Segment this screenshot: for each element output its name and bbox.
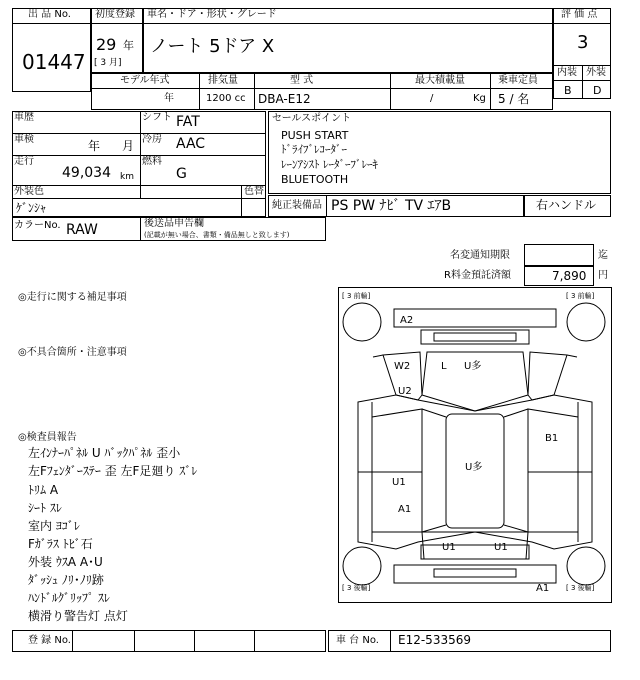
- inspector-item: ﾀﾞｯｼｭ ﾉﾘ･ﾉﾘ跡: [28, 573, 104, 587]
- rear-bumper: [394, 565, 556, 583]
- sales-point-item: ﾄﾞﾗｲﾌﾞﾚｺｰﾀﾞｰ: [281, 143, 347, 156]
- max-load-label: 最大積載量: [415, 75, 465, 86]
- name-change-label: 名変通知期限: [450, 250, 510, 261]
- chassis-no-label: 車 台 No.: [336, 635, 379, 646]
- equipment-value: PS PW ﾅﾋﾞ TV ｴｱB: [331, 198, 452, 214]
- mark-a1-bottom: A1: [536, 583, 550, 594]
- capacity-label: 乗車定員: [498, 75, 538, 86]
- fuel-value: G: [176, 166, 187, 182]
- mark-u2: U2: [398, 386, 412, 397]
- wheel-label-bl: [ 3 後輪]: [342, 584, 371, 592]
- inspection-label: 車検: [14, 134, 34, 145]
- wheel-label-tl: [ 3 前輪]: [342, 292, 371, 300]
- aircon-label: 冷房: [142, 134, 162, 145]
- mileage-value: 49,034: [62, 165, 111, 181]
- handle-value: 右ハンドル: [536, 198, 597, 212]
- displacement-label: 排気量: [208, 75, 238, 86]
- mark-u1-bottom-right: U1: [494, 542, 508, 553]
- inspector-item: ｼｰﾄ ｽﾚ: [28, 501, 62, 515]
- inspector-item: 横滑り警告灯 点灯: [28, 609, 128, 623]
- mark-w2: W2: [394, 361, 411, 372]
- model-year-unit: 年: [164, 93, 174, 104]
- color-value: ｹﾞﾝｼｬ: [16, 201, 47, 215]
- wheel-label-br: [ 3 後輪]: [566, 584, 595, 592]
- mileage-unit: km: [120, 172, 134, 182]
- inspector-item: 左ｲﾝﾅｰﾊﾟﾈﾙ U ﾊﾞｯｸﾊﾟﾈﾙ 歪小: [28, 446, 181, 460]
- history-label: 車歴: [14, 112, 34, 123]
- first-reg-year-unit: 年: [123, 39, 134, 52]
- wheel-rear-left: [343, 547, 381, 585]
- type-label: 型 式: [290, 75, 314, 86]
- lot-number: 01447: [22, 50, 86, 74]
- recycle-unit: 円: [598, 270, 608, 281]
- wheel-rear-right: [567, 547, 605, 585]
- mark-a2: A2: [400, 315, 414, 326]
- inspector-item: 室内 ﾖｺﾞﾚ: [28, 519, 80, 533]
- front-bumper: [394, 309, 556, 327]
- shift-value: FAT: [176, 114, 200, 130]
- inspector-title: ◎検査員報告: [18, 432, 77, 443]
- driving-notes-title: ◎走行に関する補足事項: [18, 292, 127, 303]
- wheel-front-left: [343, 303, 381, 341]
- car-name: ノート 5ドア X: [150, 36, 275, 57]
- first-reg-month: [ 3 月]: [94, 58, 122, 68]
- name-change-unit: 迄: [598, 250, 608, 261]
- mark-u1-bottom-left: U1: [442, 542, 456, 553]
- mark-u1-left: U1: [392, 477, 406, 488]
- sales-points-title: セールスポイント: [272, 113, 352, 124]
- fuel-label: 燃料: [142, 156, 162, 167]
- max-load-unit: Kg: [473, 93, 486, 104]
- mark-b1: B1: [545, 433, 559, 444]
- color-no-label: カラーNo.: [14, 220, 61, 231]
- grade-label: 評 価 点: [561, 9, 598, 20]
- mark-u-many-top: U多: [464, 361, 482, 372]
- inspector-item: ﾊﾝﾄﾞﾙｸﾞﾘｯﾌﾟ ｽﾚ: [28, 591, 110, 605]
- grade-value: 3: [577, 32, 589, 53]
- lot-label: 出 品 No.: [28, 9, 71, 20]
- exterior-value: D: [593, 84, 602, 97]
- doc-note: (記載が無い場合、書類・備品無しと致します): [144, 231, 290, 239]
- color-change-label: 色替: [244, 186, 264, 197]
- first-reg-year: 29: [96, 35, 117, 54]
- name-change-box: [524, 244, 594, 266]
- wheel-front-right: [567, 303, 605, 341]
- color-label: 外装色: [14, 186, 44, 197]
- sales-point-item: ﾚｰﾝｱｼｽﾄ ﾚｰﾀﾞｰﾌﾞﾚｰｷ: [281, 158, 378, 171]
- color-box: [12, 185, 266, 217]
- inspection-year: 年: [88, 139, 101, 153]
- car-damage-diagram: [338, 287, 612, 603]
- defects-title: ◎不具合箇所・注意事項: [18, 347, 127, 358]
- wheel-label-tr: [ 3 前輪]: [566, 292, 595, 300]
- mileage-label: 走行: [14, 156, 34, 167]
- recycle-value: 7,890: [552, 269, 587, 283]
- mark-a1-left: A1: [398, 504, 412, 515]
- inspector-item: 左Fﾌｪﾝﾀﾞｰｽﾃｰ 歪 左F足廻り ｽﾞﾚ: [28, 464, 198, 478]
- sales-point-item: BLUETOOTH: [281, 173, 349, 186]
- doc-label: 後送品申告欄: [144, 218, 204, 229]
- equipment-label: 純正装備品: [272, 200, 322, 211]
- exterior-label: 外装: [586, 67, 606, 78]
- inspector-item: Fｶﾞﾗｽ ﾄﾋﾞ石: [28, 537, 93, 551]
- first-reg-label: 初度登録: [95, 9, 135, 20]
- aircon-value: AAC: [176, 136, 206, 152]
- interior-value: B: [564, 84, 572, 97]
- inspector-item: 外装 ｳｽA A･U: [28, 555, 103, 569]
- model-year-label: モデル年式: [120, 75, 170, 86]
- color-no-value: RAW: [66, 222, 98, 238]
- mark-u-many-mid: U多: [465, 462, 483, 473]
- sales-point-item: PUSH START: [281, 129, 349, 142]
- chassis-no-value: E12-533569: [398, 633, 471, 647]
- recycle-label: R料金預託済額: [444, 270, 511, 281]
- type-value: DBA-E12: [258, 92, 311, 106]
- inspector-item: ﾄﾘﾑ A: [28, 483, 59, 497]
- car-name-label: 車名・ドア・形状・グレード: [147, 9, 277, 20]
- interior-label: 内装: [557, 67, 577, 78]
- shift-label: シフト: [142, 112, 172, 123]
- reg-no-label: 登 録 No.: [28, 635, 71, 646]
- inspection-month: 月: [122, 139, 135, 153]
- capacity-value: 5 / 名: [498, 92, 530, 106]
- max-load-value: /: [430, 93, 434, 104]
- mark-l: L: [441, 361, 447, 372]
- displacement-value: 1200 cc: [206, 93, 246, 104]
